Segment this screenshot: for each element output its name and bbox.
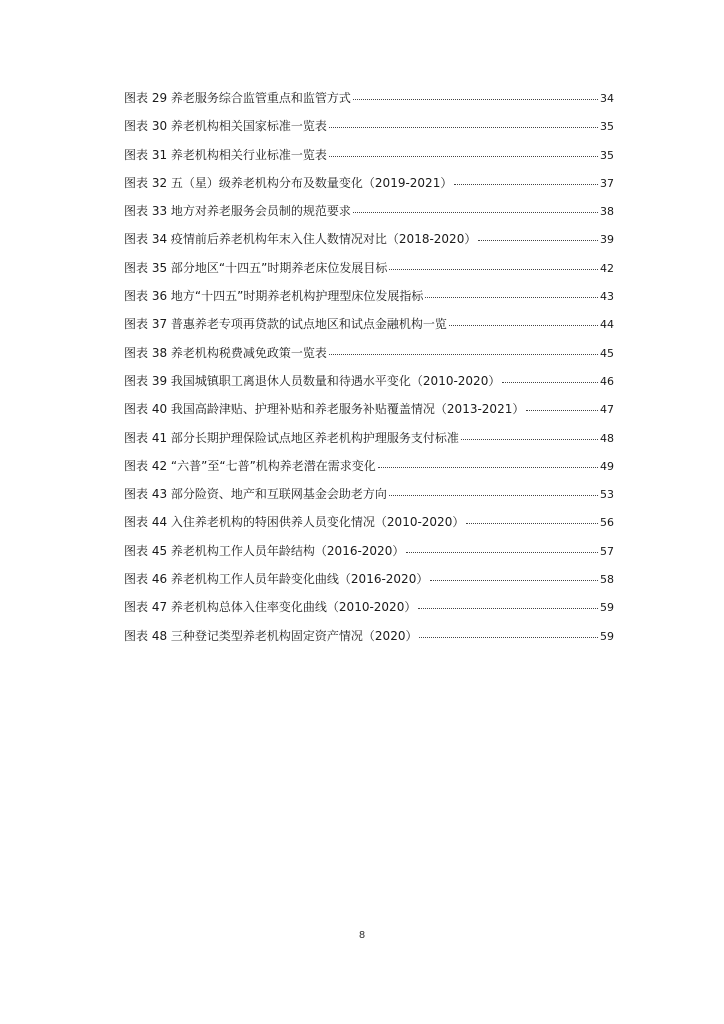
toc-entry[interactable] bbox=[124, 373, 614, 401]
toc-dot-leader bbox=[502, 381, 598, 383]
toc-entry-label: 图表 38 bbox=[124, 345, 168, 360]
toc-entry[interactable] bbox=[124, 175, 614, 203]
toc-dot-leader bbox=[425, 296, 598, 298]
toc-entry-page-number: 59 bbox=[600, 601, 614, 615]
toc-entry[interactable] bbox=[124, 260, 614, 288]
toc-entry-label: 图表 34 bbox=[124, 232, 168, 247]
toc-entry-page-number: 39 bbox=[600, 233, 614, 247]
toc-entry-label: 图表 35 bbox=[124, 260, 168, 275]
table-of-figures bbox=[124, 90, 614, 656]
toc-entry-label: 图表 33 bbox=[124, 204, 168, 219]
toc-dot-leader bbox=[466, 522, 598, 524]
toc-entry-title: “六普”至“七普”机构养老潜在需求变化 bbox=[170, 458, 376, 473]
toc-entry[interactable] bbox=[124, 599, 614, 627]
toc-dot-leader bbox=[389, 494, 598, 496]
toc-entry[interactable] bbox=[124, 231, 614, 259]
toc-entry-page-number: 58 bbox=[600, 573, 614, 587]
toc-dot-leader bbox=[430, 579, 598, 581]
page-number: 8 bbox=[358, 930, 366, 941]
toc-entry[interactable] bbox=[124, 118, 614, 146]
toc-entry-page-number: 45 bbox=[600, 346, 614, 360]
toc-entry-title: 三种登记类型养老机构固定资产情况（2020） bbox=[170, 628, 418, 643]
toc-dot-leader bbox=[353, 98, 598, 100]
toc-dot-leader bbox=[478, 239, 598, 241]
toc-dot-leader bbox=[406, 551, 598, 553]
toc-entry-title: 我国高龄津贴、护理补贴和养老服务补贴覆盖情况（2013-2021） bbox=[170, 402, 525, 417]
toc-entry-title: 部分长期护理保险试点地区养老机构护理服务支付标准 bbox=[170, 430, 459, 445]
toc-dot-leader bbox=[329, 126, 598, 128]
toc-entry[interactable] bbox=[124, 203, 614, 231]
toc-entry-label: 图表 29 bbox=[124, 91, 168, 105]
toc-dot-leader bbox=[526, 409, 598, 411]
toc-entry-title: 养老服务综合监管重点和监管方式 bbox=[170, 91, 351, 105]
toc-entry-title: 疫情前后养老机构年末入住人数情况对比（2018-2020） bbox=[170, 232, 477, 247]
toc-entry-title: 养老机构税费减免政策一览表 bbox=[170, 345, 327, 360]
toc-dot-leader bbox=[353, 211, 598, 213]
toc-dot-leader bbox=[449, 324, 598, 326]
toc-entry-title: 养老机构工作人员年龄结构（2016-2020） bbox=[170, 543, 405, 558]
toc-entry-page-number: 48 bbox=[600, 431, 614, 445]
toc-entry[interactable] bbox=[124, 486, 614, 514]
toc-entry-page-number: 57 bbox=[600, 544, 614, 558]
toc-entry-title: 五（星）级养老机构分布及数量变化（2019-2021） bbox=[170, 175, 453, 190]
toc-entry-label: 图表 40 bbox=[124, 402, 168, 417]
toc-entry-page-number: 44 bbox=[600, 318, 614, 332]
toc-entry-label: 图表 31 bbox=[124, 147, 168, 162]
toc-entry-label: 图表 46 bbox=[124, 572, 168, 587]
toc-entry-label: 图表 48 bbox=[124, 628, 168, 643]
toc-entry-label: 图表 42 bbox=[124, 458, 168, 473]
toc-entry-title: 普惠养老专项再贷款的试点地区和试点金融机构一览 bbox=[170, 317, 447, 332]
toc-entry-label: 图表 36 bbox=[124, 289, 168, 304]
toc-entry[interactable] bbox=[124, 628, 614, 656]
toc-entry[interactable] bbox=[124, 401, 614, 429]
toc-entry-label: 图表 30 bbox=[124, 119, 168, 134]
toc-entry-title: 部分险资、地产和互联网基金会助老方向 bbox=[170, 487, 387, 502]
toc-entry[interactable] bbox=[124, 458, 614, 486]
toc-entry-page-number: 59 bbox=[600, 629, 614, 643]
toc-entry-page-number: 46 bbox=[600, 374, 614, 388]
toc-entry[interactable] bbox=[124, 288, 614, 316]
toc-entry-title: 养老机构工作人员年龄变化曲线（2016-2020） bbox=[170, 572, 429, 587]
toc-entry-title: 我国城镇职工离退休人员数量和待遇水平变化（2010-2020） bbox=[170, 373, 501, 388]
toc-entry-title: 入住养老机构的特困供养人员变化情况（2010-2020） bbox=[170, 515, 465, 530]
toc-entry-label: 图表 44 bbox=[124, 515, 168, 530]
toc-dot-leader bbox=[461, 438, 598, 440]
toc-dot-leader bbox=[418, 607, 598, 609]
toc-entry-page-number: 38 bbox=[600, 205, 614, 219]
toc-entry-label: 图表 47 bbox=[124, 600, 168, 615]
toc-entry-label: 图表 39 bbox=[124, 373, 168, 388]
toc-entry[interactable] bbox=[124, 514, 614, 542]
toc-dot-leader bbox=[378, 466, 598, 468]
toc-dot-leader bbox=[419, 636, 598, 638]
toc-entry-page-number: 49 bbox=[600, 459, 614, 473]
toc-entry-title: 部分地区“十四五”时期养老床位发展目标 bbox=[170, 260, 388, 275]
toc-entry-page-number: 35 bbox=[600, 120, 614, 134]
toc-entry-page-number: 42 bbox=[600, 261, 614, 275]
toc-entry-page-number: 47 bbox=[600, 403, 614, 417]
toc-entry-label: 图表 37 bbox=[124, 317, 168, 332]
toc-entry-page-number: 56 bbox=[600, 516, 614, 530]
toc-entry[interactable] bbox=[124, 147, 614, 175]
toc-entry-page-number: 35 bbox=[600, 148, 614, 162]
toc-entry[interactable] bbox=[124, 90, 614, 118]
toc-entry[interactable] bbox=[124, 543, 614, 571]
toc-entry[interactable] bbox=[124, 430, 614, 458]
toc-dot-leader bbox=[329, 155, 598, 157]
toc-entry[interactable] bbox=[124, 316, 614, 344]
toc-entry-page-number: 37 bbox=[600, 176, 614, 190]
toc-entry[interactable] bbox=[124, 571, 614, 599]
toc-entry-label: 图表 45 bbox=[124, 543, 168, 558]
toc-entry[interactable] bbox=[124, 345, 614, 373]
toc-entry-title: 地方“十四五”时期养老机构护理型床位发展指标 bbox=[170, 289, 424, 304]
toc-entry-label: 图表 43 bbox=[124, 487, 168, 502]
toc-dot-leader bbox=[329, 353, 598, 355]
toc-entry-title: 养老机构总体入住率变化曲线（2010-2020） bbox=[170, 600, 417, 615]
toc-entry-page-number: 53 bbox=[600, 488, 614, 502]
toc-entry-title: 地方对养老服务会员制的规范要求 bbox=[170, 204, 351, 219]
toc-dot-leader bbox=[454, 183, 598, 185]
toc-entry-label: 图表 32 bbox=[124, 175, 168, 190]
toc-entry-page-number: 43 bbox=[600, 290, 614, 304]
toc-dot-leader bbox=[389, 268, 598, 270]
toc-entry-label: 图表 41 bbox=[124, 430, 168, 445]
toc-entry-title: 养老机构相关行业标准一览表 bbox=[170, 147, 327, 162]
toc-entry-page-number: 34 bbox=[600, 92, 614, 105]
toc-entry-title: 养老机构相关国家标准一览表 bbox=[170, 119, 327, 134]
